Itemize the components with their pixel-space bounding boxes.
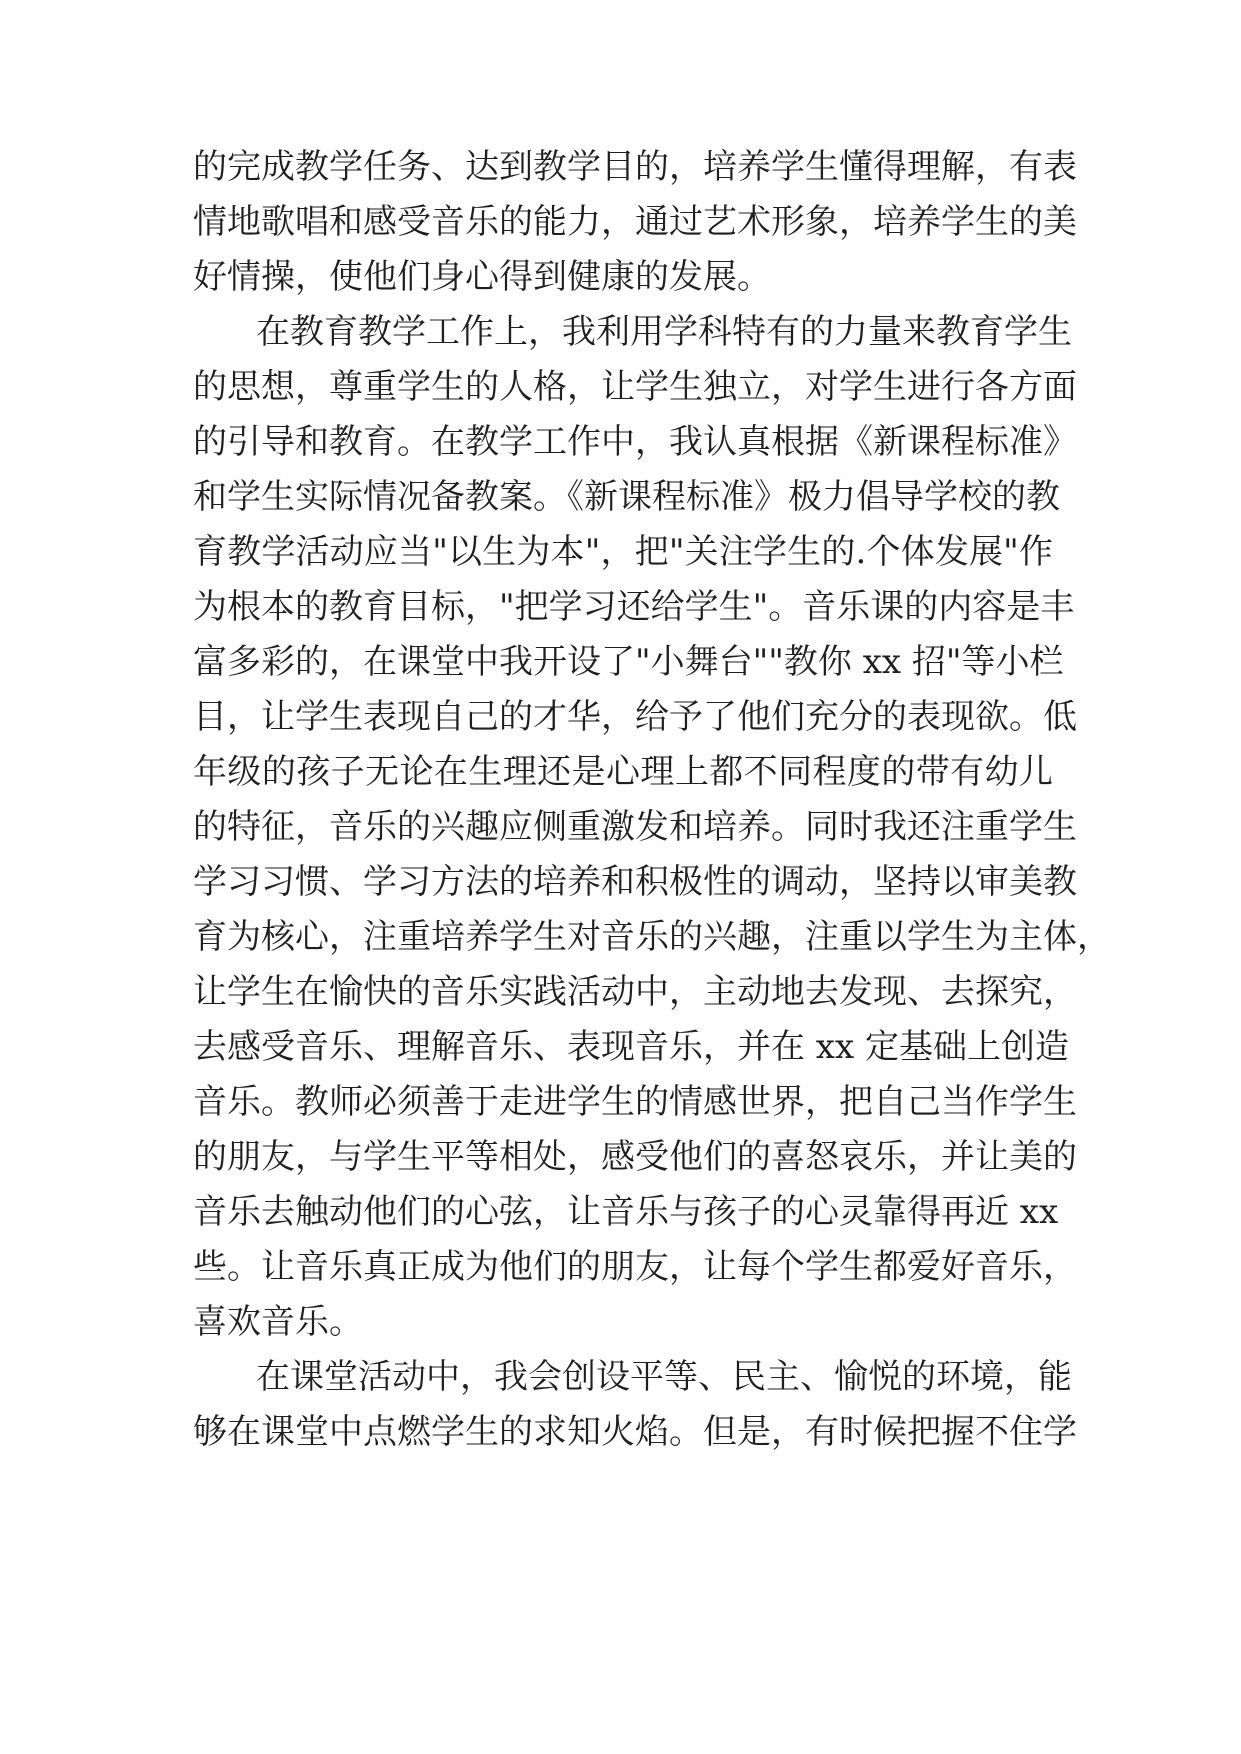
- text-line: 的朋友，与学生平等相处，感受他们的喜怒哀乐，并让美的: [193, 1137, 1077, 1177]
- text-line: 富多彩的，在课堂中我开设了"小舞台""教你 xx 招"等小栏: [193, 642, 1064, 682]
- paragraph-first-line: 在课堂活动中，我会创设平等、民主、愉悦的环境，能: [256, 1357, 1072, 1397]
- text-line: 和学生实际情况备教案。《新课程标准》极力倡导学校的教: [193, 477, 1060, 517]
- text-line: 让学生在愉快的音乐实践活动中，主动地去发现、去探究，: [193, 972, 1077, 1012]
- text-line: 的特征，音乐的兴趣应侧重激发和培养。同时我还注重学生: [193, 807, 1077, 847]
- text-line: 学习习惯、学习方法的培养和积极性的调动，坚持以审美教: [193, 862, 1077, 902]
- text-line: 些。让音乐真正成为他们的朋友，让每个学生都爱好音乐，: [193, 1247, 1077, 1287]
- text-line: 年级的孩子无论在生理还是心理上都不同程度的带有幼儿: [193, 752, 1053, 792]
- paragraph-first-line: 在教育教学工作上，我利用学科特有的力量来教育学生: [256, 312, 1072, 352]
- text-line: 好情操，使他们身心得到健康的发展。: [193, 257, 771, 297]
- text-line: 为根本的教育目标，"把学习还给学生"。音乐课的内容是丰: [193, 587, 1075, 627]
- text-line: 育为核心，注重培养学生对音乐的兴趣，注重以学生为主体，: [193, 917, 1111, 957]
- text-line: 的思想，尊重学生的人格，让学生独立，对学生进行各方面: [193, 367, 1077, 407]
- text-line: 的完成教学任务、达到教学目的，培养学生懂得理解，有表: [193, 147, 1077, 187]
- text-line: 音乐。教师必须善于走进学生的情感世界，把自己当作学生: [193, 1082, 1077, 1122]
- text-line: 情地歌唱和感受音乐的能力，通过艺术形象，培养学生的美: [193, 202, 1077, 242]
- text-line: 育教学活动应当"以生为本"，把"关注学生的.个体发展"作: [193, 532, 1053, 572]
- text-line: 喜欢音乐。: [193, 1302, 363, 1342]
- text-line: 的引导和教育。在教学工作中，我认真根据《新课程标准》: [193, 422, 1077, 462]
- text-line: 够在课堂中点燃学生的求知火焰。但是，有时候把握不住学: [193, 1412, 1077, 1452]
- text-line: 音乐去触动他们的心弦，让音乐与孩子的心灵靠得再近 xx: [193, 1192, 1059, 1232]
- text-line: 目，让学生表现自己的才华，给予了他们充分的表现欲。低: [193, 697, 1077, 737]
- text-line: 去感受音乐、理解音乐、表现音乐，并在 xx 定基础上创造: [193, 1027, 1069, 1067]
